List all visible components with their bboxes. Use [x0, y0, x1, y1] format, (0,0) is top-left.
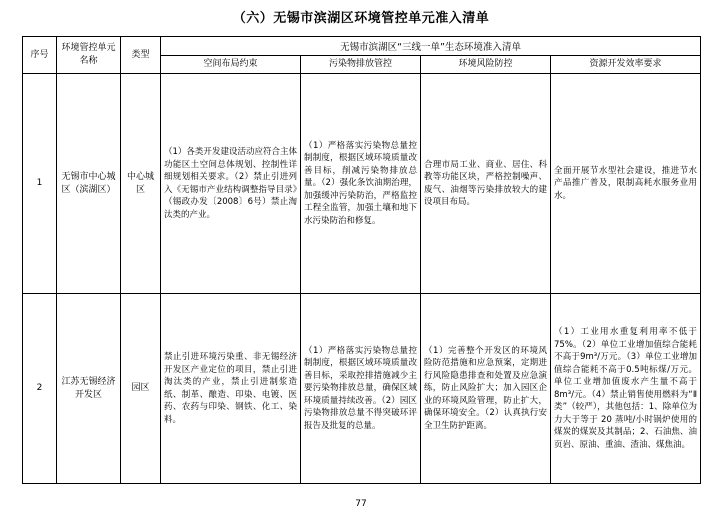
- cell-risk: （1）完善整个开发区的环境风险防范措施和应急预案，定期进行风险隐患排查和处置及应急演练，防止风险扩大；加入园区企业的环境风险管理，防止扩大，确保环境安全。（2）认真执行安全卫生防护距离。: [421, 294, 551, 484]
- cell-seq: 1: [23, 74, 57, 294]
- cell-space: （1）各类开发建设活动应符合主体功能区土空间总体规划、控制性详细规划相关要求。（2）禁止引进列入《无锡市产业结构调整指导目录》（锡政办发〔2008〕6号）禁止淘汰类的产业。: [161, 74, 301, 294]
- table-header-row-band: [23, 37, 701, 56]
- header-unit-name: 环境管控单元名称: [57, 37, 121, 74]
- cell-resource: 全面开展节水型社会建设，推进节水产品推广普及，限制高耗水服务业用水。: [551, 74, 701, 294]
- header-type: 类型: [121, 37, 161, 74]
- cell-type: 园区: [121, 294, 161, 484]
- cell-space: 禁止引进环境污染重、非无锡经济开发区产业定位的项目，禁止引进淘汰类的产业，禁止引进制浆造纸、制革、酿造、印染、电镀、医药、农药与印染、钢铁、化工、染料。: [161, 294, 301, 484]
- header-pollutant: 污染物排放管控: [301, 56, 421, 74]
- cell-pollutant: （1）严格落实污染物总量控制制度，根据区域环境质量改善目标，削减污染物排放总量。（2）强化条饮油期治理，加强缓冲污染防治，严格监控工程全监管，加强土壤和地下水污染防治和修复。: [301, 74, 421, 294]
- cell-seq: 2: [23, 294, 57, 484]
- cell-unit-name: 无锡市中心城区（滨湖区）: [57, 74, 121, 294]
- cell-unit-name: 江苏无锡经济开发区: [57, 294, 121, 484]
- header-risk: 环境风险防控: [421, 56, 551, 74]
- header-space: 空间布局约束: [161, 56, 301, 74]
- approval-list-table: [22, 36, 701, 484]
- table-row: [23, 294, 701, 484]
- page-title: （六）无锡市滨湖区环境管控单元准入清单: [232, 11, 490, 26]
- cell-pollutant: （1）严格落实污染物总量控制制度，根据区域环境质量改善目标，采取控排措施减少主要污染物排放总量，确保区域环境质量持续改善。（2）园区污染物排放总量不得突破环评报告及批复的总量。: [301, 294, 421, 484]
- cell-type: 中心城区: [121, 74, 161, 294]
- table-row: [23, 74, 701, 294]
- cell-resource: （1）工业用水重复利用率不低于75%。（2）单位工业增加值综合能耗不高于9m³/万元。（3）单位工业增加值综合能耗不高于0.5吨标煤/万元。单位工业增加值废水产生量不高于8m³/元。（4）禁止销售使用燃料为“Ⅱ类”（较严），其他包括：1、除单位为力大于等于 20 蒸吨/小时锅炉使用的煤炭的煤炭及其制品；2、石油焦、油页岩、原油、重油、渣油、煤焦油。: [551, 294, 701, 484]
- page-number: 77: [355, 499, 367, 509]
- header-resource: 资源开发效率要求: [551, 56, 701, 74]
- header-seq: 序号: [23, 37, 57, 74]
- header-banner: 无锡市滨湖区“三线一单”生态环境准入清单: [161, 37, 701, 56]
- cell-risk: 合理市局工业、商业、居住、科教等功能区块，严格控制噪声、废气、油烟等污染排放较大的建设项目布局。: [421, 74, 551, 294]
